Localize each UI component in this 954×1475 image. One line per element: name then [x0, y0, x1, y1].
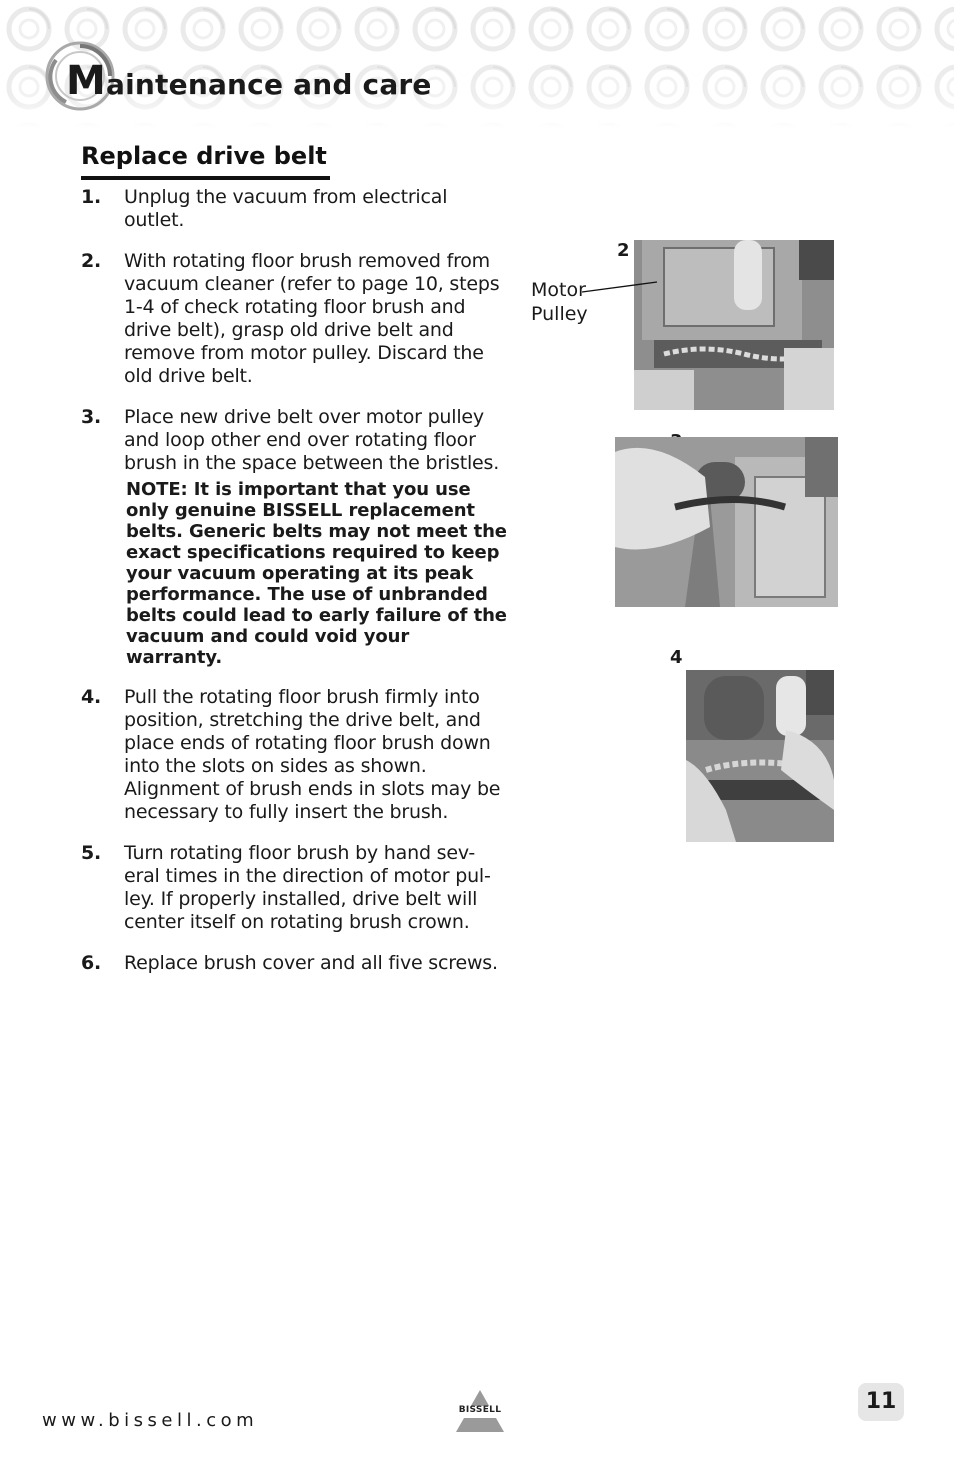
step-number: 5. — [81, 842, 102, 864]
page-number: 11 — [858, 1383, 904, 1421]
step-number: 4. — [81, 686, 102, 708]
page-title-rest: aintenance and care — [106, 68, 432, 101]
figure-label: 4 — [670, 647, 683, 668]
figure-4-photo — [686, 670, 834, 842]
step-item — [81, 842, 511, 934]
section-heading: Replace drive belt — [81, 142, 327, 170]
step-item — [81, 686, 511, 824]
step-text: Turn rotating floor brush by hand sev-eral times in the direction of motor pul-ley. If properly installed, drive belt will center itself on rotating brush crown. — [124, 842, 491, 933]
figure-2-photo — [634, 240, 834, 410]
step-text: Place new drive belt over motor pulley and loop other end over rotating floor brush in the space between the bristles. — [124, 406, 500, 474]
step-number: 1. — [81, 186, 102, 208]
step-text: Replace brush cover and all five screws. — [124, 952, 498, 974]
step-text: With rotating floor brush removed from vacuum cleaner (refer to page 10, steps 1-4 of check rotating floor brush and drive belt), grasp old drive belt and remove from motor pulley. Discard the old drive belt. — [124, 250, 500, 387]
step-number: 3. — [81, 406, 102, 428]
page-title — [66, 58, 432, 104]
step-text: Unplug the vacuum from electrical outlet. — [124, 186, 448, 231]
step-number: 6. — [81, 952, 102, 974]
figure-3-photo — [615, 437, 838, 607]
heading-underline — [81, 176, 330, 180]
callout-line-1: Motor — [531, 279, 586, 301]
figure-label: 2 — [617, 240, 630, 261]
step-item — [81, 406, 511, 668]
step-item — [81, 186, 511, 232]
steps-list — [81, 186, 511, 993]
step-number: 2. — [81, 250, 102, 272]
page-title-initial: M — [66, 58, 107, 104]
step-item — [81, 250, 511, 388]
motor-pulley-callout — [531, 278, 588, 326]
warranty-note: NOTE: It is important that you use only genuine BISSELL replacement belts. Generic belts may not meet the exact specifications required to keep your vacuum operating at its peak performance. The use of unbranded belts could lead to early failure of the vacuum and could void your warranty. — [126, 479, 507, 668]
callout-line-2: Pulley — [531, 303, 588, 325]
bissell-logo — [448, 1388, 512, 1434]
bissell-wordmark: BISSELL — [458, 1405, 502, 1415]
step-text: Pull the rotating floor brush firmly into position, stretching the drive belt, and place ends of rotating floor brush down into the slots on sides as shown. Alignment of brush ends in slots may be necessary to fully insert the brush. — [124, 686, 501, 823]
step-item — [81, 952, 511, 975]
footer-website: www.bissell.com — [42, 1410, 259, 1431]
